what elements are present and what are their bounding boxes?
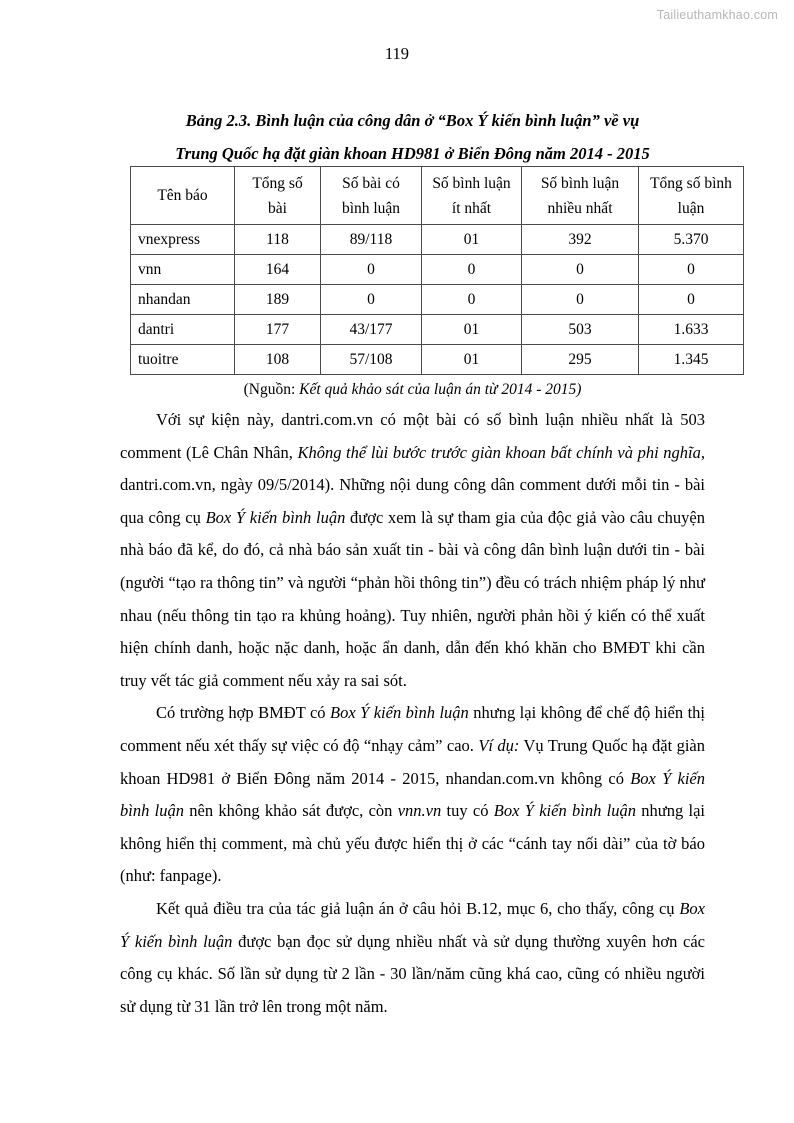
table-header-row xyxy=(131,167,744,225)
cell-articles-with-comments: 57/108 xyxy=(321,345,422,375)
page-number: 119 xyxy=(384,44,410,63)
p1-segment-b: , dantri.com.vn, ngày 09/5/2014). Những nội dung công dân comment dưới mỗi tin - bài qua công cụ xyxy=(120,442,705,527)
cell-newspaper: vnexpress xyxy=(131,225,235,255)
paragraph-3 xyxy=(120,893,705,1023)
table-row xyxy=(131,285,744,315)
cell-max-comments: 0 xyxy=(522,255,639,285)
cell-min-comments: 01 xyxy=(422,345,522,375)
table-caption-line-1: Bảng 2.3. Bình luận của công dân ở “Box Ý kiến bình luận” về vụ xyxy=(185,111,640,130)
column-header-total-articles: Tổng số bài xyxy=(235,167,321,225)
p2-segment-f: nhưng lại không hiển thị comment, mà chủ yếu được hiển thị ở các “cánh tay nối dài” của tờ báo (như: fanpage). xyxy=(120,801,705,886)
cell-min-comments: 01 xyxy=(422,315,522,345)
column-header-max-comments: Số bình luận nhiều nhất xyxy=(522,167,639,225)
paragraph-2 xyxy=(120,697,705,893)
cell-newspaper: tuoitre xyxy=(131,345,235,375)
cell-newspaper: vnn xyxy=(131,255,235,285)
p2-segment-a: Có trường hợp BMĐT có xyxy=(156,703,330,723)
p1-box-term: Box Ý kiến bình luận xyxy=(205,507,346,527)
paragraph-1 xyxy=(120,404,705,697)
cell-max-comments: 0 xyxy=(522,285,639,315)
p2-example-label: Ví dụ: xyxy=(478,735,520,755)
column-header-articles-with-comments: Số bài có bình luận xyxy=(321,167,422,225)
cell-min-comments: 0 xyxy=(422,255,522,285)
p3-segment-b: được bạn đọc sử dụng nhiều nhất và sử dụng thường xuyên hơn các công cụ khác. Số lần sử dụng từ 2 lần - 30 lần/năm cũng khá cao, cũng có nhiều người sử dụng từ 31 lần trở lên trong một năm. xyxy=(120,931,706,1016)
p2-box-term-3: Box Ý kiến bình luận xyxy=(493,801,636,821)
source-text: Kết quả khảo sát của luận án từ 2014 - 2015) xyxy=(299,381,582,398)
table-row xyxy=(131,345,744,375)
body-content xyxy=(120,404,705,1023)
source-prefix: (Nguồn: xyxy=(243,381,296,398)
cell-total-articles: 177 xyxy=(235,315,321,345)
cell-max-comments: 295 xyxy=(522,345,639,375)
cell-articles-with-comments: 0 xyxy=(321,285,422,315)
cell-min-comments: 01 xyxy=(422,225,522,255)
p1-segment-a: Với sự kiện này, dantri.com.vn có một bài có số bình luận nhiều nhất là 503 comment (Lê Chân Nhân, xyxy=(120,410,705,462)
cell-total-articles: 118 xyxy=(235,225,321,255)
p1-article-title: Không thể lùi bước trước giàn khoan bất chính và phi nghĩa xyxy=(297,442,701,462)
cell-total-articles: 164 xyxy=(235,255,321,285)
p3-segment-a: Kết quả điều tra của tác giả luận án ở câu hỏi B.12, mục 6, cho thấy, công cụ xyxy=(156,898,680,918)
table-source-note xyxy=(120,381,705,399)
cell-total-comments: 1.345 xyxy=(639,345,744,375)
table-row xyxy=(131,315,744,345)
p2-box-term-2: Box Ý kiến bình luận xyxy=(120,768,706,821)
cell-total-articles: 108 xyxy=(235,345,321,375)
table-row xyxy=(131,225,744,255)
p2-box-term-1: Box Ý kiến bình luận xyxy=(329,703,469,723)
table-caption-line-2: Trung Quốc hạ đặt giàn khoan HD981 ở Biển Đông năm 2014 - 2015 xyxy=(175,144,650,163)
table-caption xyxy=(120,104,705,170)
cell-total-comments: 0 xyxy=(639,285,744,315)
comments-statistics-table xyxy=(130,166,744,375)
cell-total-articles: 189 xyxy=(235,285,321,315)
cell-total-comments: 5.370 xyxy=(639,225,744,255)
column-header-min-comments: Số bình luận ít nhất xyxy=(422,167,522,225)
cell-max-comments: 392 xyxy=(522,225,639,255)
cell-min-comments: 0 xyxy=(422,285,522,315)
p2-segment-c: Vụ Trung Quốc hạ đặt giàn khoan HD981 ở Biển Đông năm 2014 - 2015, nhandan.com.vn không có xyxy=(120,735,705,788)
cell-articles-with-comments: 43/177 xyxy=(321,315,422,345)
cell-articles-with-comments: 89/118 xyxy=(321,225,422,255)
cell-total-comments: 0 xyxy=(639,255,744,285)
p2-segment-e: tuy có xyxy=(441,801,494,821)
p3-box-term: Box Ý kiến bình luận xyxy=(120,898,705,951)
p2-segment-d: nên không khảo sát được, còn xyxy=(183,801,398,821)
p2-segment-b: nhưng lại không để chế độ hiển thị comment nếu xét thấy sự việc có độ “nhạy cảm” cao. xyxy=(120,703,705,755)
cell-articles-with-comments: 0 xyxy=(321,255,422,285)
site-watermark: Tailieuthamkhao.com xyxy=(656,8,778,22)
cell-total-comments: 1.633 xyxy=(639,315,744,345)
p1-segment-c: được xem là sự tham gia của độc giả vào câu chuyện nhà báo đã kể, do đó, cả nhà báo sản xuất tin - bài và công dân bình luận dưới tin - bài (người “tạo ra thông tin” và người “phản hồi thông tin”) đều có trách nhiệm pháp lý như nhau (nếu thông tin tạo ra khủng hoảng). Tuy nhiên, người phản hồi ý kiến có thể xuất hiện chính danh, hoặc nặc danh, hoặc ẩn danh, dẫn đến khó khăn cho BMĐT khi cần truy vết tác giả comment nếu xảy ra sai sót. xyxy=(120,507,705,690)
column-header-total-comments: Tổng số bình luận xyxy=(639,167,744,225)
column-header-newspaper: Tên báo xyxy=(131,167,235,225)
cell-newspaper: nhandan xyxy=(131,285,235,315)
p2-site-name: vnn.vn xyxy=(397,801,442,821)
cell-newspaper: dantri xyxy=(131,315,235,345)
cell-max-comments: 503 xyxy=(522,315,639,345)
table-row xyxy=(131,255,744,285)
